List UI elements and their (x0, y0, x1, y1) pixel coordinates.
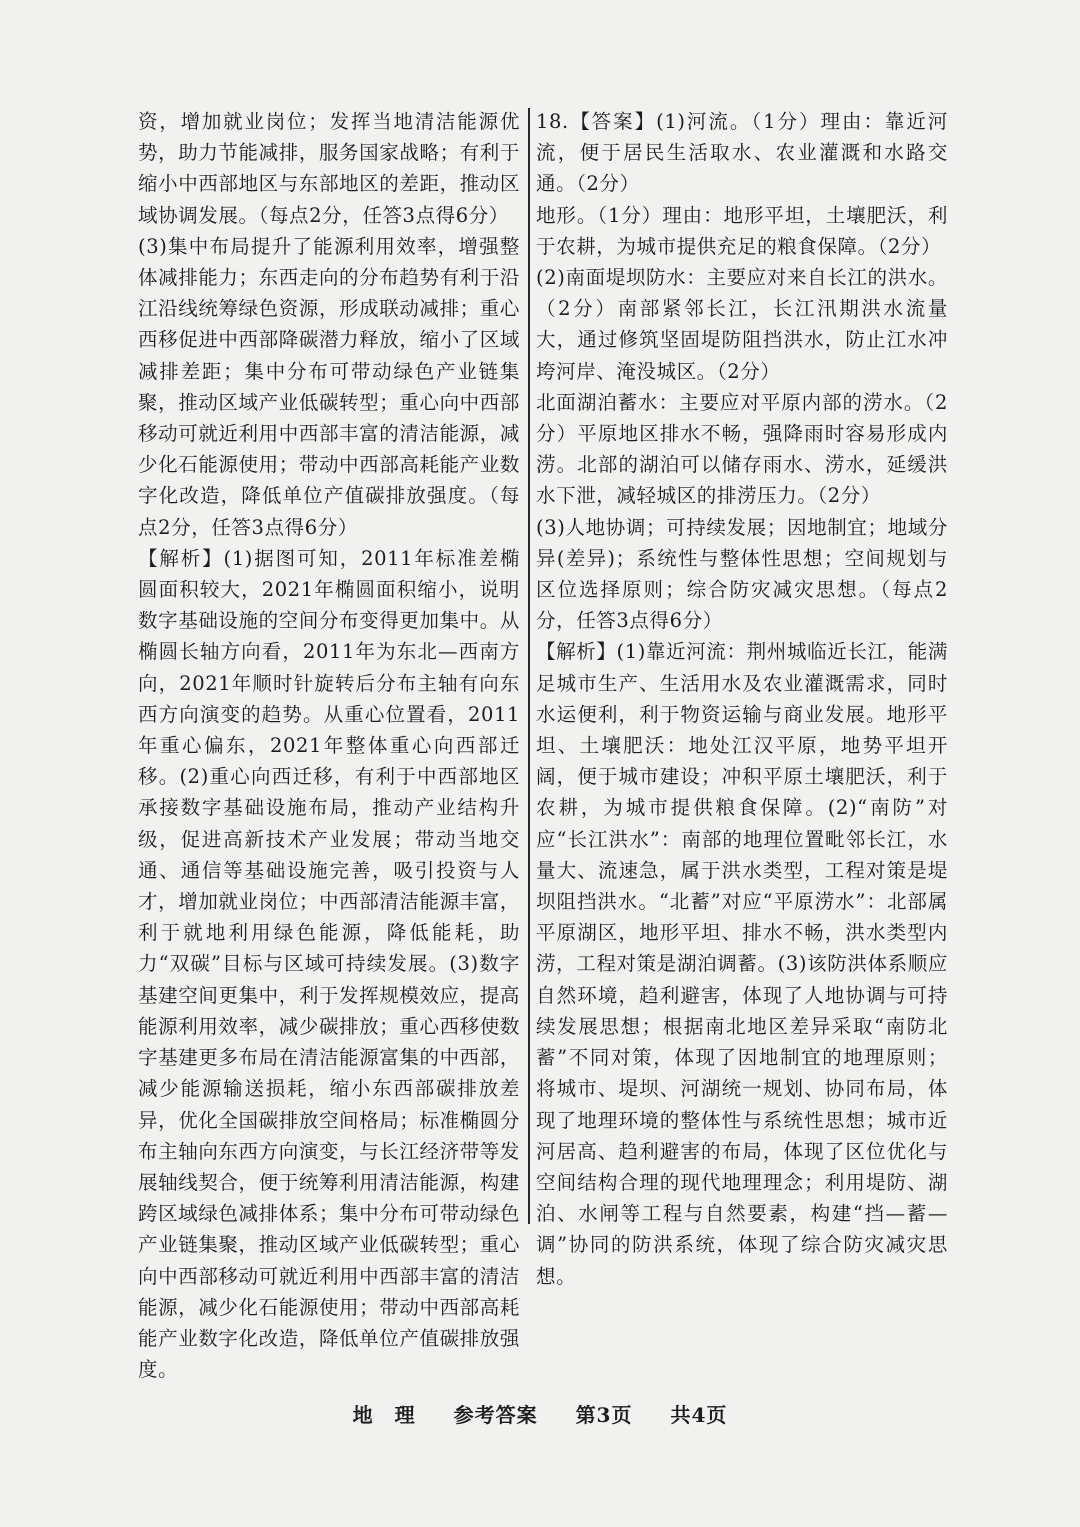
left-paragraph-continued-answer: 资，增加就业岗位；发挥当地清洁能源优势，助力节能减排，服务国家战略；有利于缩小中西部地区与东部地区的差距，推动区域协调发展。（每点2分，任答3点得6分） (138, 110, 520, 227)
column-divider (528, 108, 530, 1224)
q18-answer-3: (3)人地协调；可持续发展；因地制宜；地域分异(差异)；系统性与整体性思想；空间规划与区位选择原则；综合防灾减灾思想。（每点2分，任答3点得6分） (536, 515, 948, 633)
footer-doc-type: 参考答案 (453, 1403, 538, 1427)
footer-total-pages: 共4页 (670, 1403, 728, 1427)
left-paragraph-answer-3: (3)集中布局提升了能源利用效率，增强整体减排能力；东西走向的分布趋势有利于沿江沿线统筹绿色资源，形成联动减排；重心西移促进中西部降碳潜力释放，缩小了区域减排差距；集中分布可带动绿色产业链集聚，推动区域产业低碳转型；重心向中西部移动可就近利用中西部丰富的清洁能源，减少化石能源使用；带动中西部高耗能产业数字化改造，降低单位产值碳排放强度。（每点2分，任答3点得6分） (138, 234, 520, 539)
footer-page-number: 第3页 (575, 1403, 633, 1427)
q18-answer-2-south: (2)南面堤坝防水：主要应对来自长江的洪水。（2分）南部紧邻长江，长江汛期洪水流量大，通过修筑坚固堤防阻挡洪水，防止江水冲垮河岸、淹没城区。（2分） (536, 266, 948, 383)
footer-subject: 地 理 (352, 1403, 416, 1427)
left-paragraph-analysis: 【解析】(1)据图可知，2011年标准差椭圆面积较大，2021年椭圆面积缩小，说明数字基础设施的空间分布变得更加集中。从椭圆长轴方向看，2011年为东北—西南方向，2021年顺时针旋转后分布主轴有向东西方向演变的趋势。从重心位置看，2011年重心偏东，2021年整体重心向西部迁移。(2)重心向西迁移，有利于中西部地区承接数字基础设施布局，推动产业结构升级，促进高新技术产业发展；带动当地交通、通信等基础设施完善，吸引投资与人才，增加就业岗位；中西部清洁能源丰富，利于就地利用绿色能源，降低能耗，助力“双碳”目标与区域可持续发展。(3)数字基建空间更集中，利于发挥规模效应，提高能源利用效率，减少碳排放；重心西移使数字基建更多布局在清洁能源富集的中西部，减少能源输送损耗，缩小东西部碳排放差异，优化全国碳排放空间格局；标准椭圆分布主轴向东西方向演变，与长江经济带等发展轴线契合，便于统筹利用清洁能源，构建跨区域绿色减排体系；集中分布可带动绿色产业链集聚，推动区域产业低碳转型；重心向中西部移动可就近利用中西部丰富的清洁能源，减少化石能源使用；带动中西部高耗能产业数字化改造，降低单位产值碳排放强度。 (138, 546, 520, 1382)
left-column (138, 106, 520, 1385)
page-footer (0, 1399, 1080, 1428)
q18-answer-2-north: 北面湖泊蓄水：主要应对平原内部的涝水。（2分）平原地区排水不畅，强降雨时容易形成内涝。北部的湖泊可以储存雨水、涝水，延缓洪水下泄，减轻城区的排涝压力。（2分） (536, 390, 948, 508)
q18-answer-1-river: 18.【答案】(1)河流。（1分）理由：靠近河流，便于居民生活取水、农业灌溉和水路交通。（2分） (536, 110, 948, 196)
q18-analysis: 【解析】(1)靠近河流：荆州城临近长江，能满足城市生产、生活用水及农业灌溉需求，同时水运便利，利于物资运输与商业发展。地形平坦、土壤肥沃：地处江汉平原，地势平坦开阔，便于城市建设；冲积平原土壤肥沃，利于农耕，为城市提供粮食保障。(2)“南防”对应“长江洪水”：南部的地理位置毗邻长江，水量大、流速急，属于洪水类型，工程对策是堤坝阻挡洪水。“北蓄”对应“平原涝水”：北部属平原湖区，地形平坦、排水不畅，洪水类型内涝，工程对策是湖泊调蓄。(3)该防洪体系顺应自然环境，趋利避害，体现了人地协调与可持续发展思想；根据南北地区差异采取“南防北蓄”不同对策，体现了因地制宜的地理原则；将城市、堤坝、河湖统一规划、协同布局，体现了地理环境的整体性与系统性思想；城市近河居高、趋利避害的布局，体现了区位优化与空间结构合理的现代地理理念；利用堤防、湖泊、水闸等工程与自然要素，构建“挡—蓄—调”协同的防洪系统，体现了综合防灾减灾思想。 (536, 640, 948, 1288)
q18-answer-1-terrain: 地形。（1分）理由：地形平坦，土壤肥沃，利于农耕，为城市提供充足的粮食保障。（2分） (536, 203, 948, 258)
right-column (536, 106, 948, 1292)
